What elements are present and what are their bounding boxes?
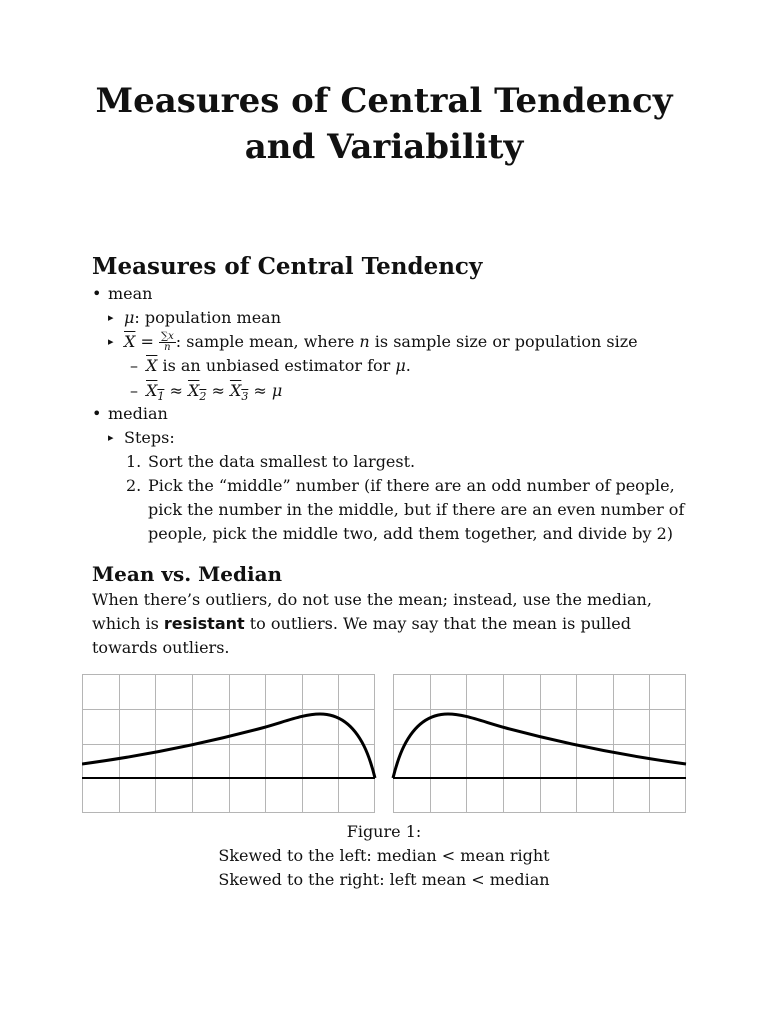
mean-label: mean (108, 284, 153, 303)
step-number-2: 2. (126, 476, 142, 495)
step-text-2: Pick the “middle” number (if there are an odd number of people, (148, 476, 675, 495)
step-text-2-line-2: pick the number in the middle, but if there are an even number of (148, 500, 685, 519)
title-line-1: Measures of Central Tendency (95, 81, 673, 121)
left-skew-curve (82, 714, 375, 778)
unbiased-text: is an unbiased estimator for (157, 356, 396, 375)
mu-text: : population mean (134, 308, 282, 327)
approx-mu: μ (271, 381, 283, 400)
sample-mean-text-a: : sample mean, where (175, 332, 360, 351)
mean-vs-median-paragraph (92, 588, 652, 660)
xbar-equals: = (135, 332, 159, 351)
left-skew-graph (82, 674, 375, 813)
list-item-median (108, 403, 168, 425)
step-item-1 (126, 451, 416, 473)
sample-size-n: n (359, 332, 370, 351)
list-item-steps (124, 427, 175, 449)
fraction-numerator: ∑x (160, 331, 174, 342)
figure-caption-right: Skewed to the right: left mean < median (218, 870, 550, 889)
list-item-sample-mean (124, 331, 638, 353)
skew-figure (82, 674, 688, 816)
unbiased-mu: μ (395, 356, 406, 375)
para-part-c: to outliers. We may say that the mean is pulled (244, 614, 631, 633)
approx-x3: $X_3$ (229, 381, 249, 404)
list-item-population-mean (124, 307, 281, 329)
approx-x2: $X_2$ (187, 381, 207, 404)
para-part-a: When there’s outliers, do not use the mean; instead, use the median, (92, 590, 652, 609)
mu-symbol: μ (124, 308, 135, 327)
step-number-1: 1. (126, 452, 142, 471)
right-graph-grid (393, 674, 686, 813)
sum-fraction (159, 332, 176, 353)
unbiased-xbar: $\overline{X}$ (146, 356, 158, 375)
step-item-2 (126, 475, 675, 497)
para-part-b: which is (92, 614, 164, 633)
steps-label: Steps: (124, 428, 175, 447)
median-label: median (108, 404, 168, 423)
left-graph-grid (82, 674, 375, 813)
approx-op-1: ≈ (164, 381, 188, 400)
para-part-d: towards outliers. (92, 638, 230, 657)
figure-caption-left: Skewed to the left: median < mean right (218, 846, 550, 865)
approx-op-3: ≈ (248, 381, 272, 400)
right-skew-curve (393, 714, 686, 778)
approx-x1: $X_1$ (146, 381, 165, 404)
grid-border (394, 675, 686, 813)
fraction-denominator: n (164, 342, 171, 353)
resistant-emphasis: resistant (163, 614, 245, 633)
section-heading-mean-vs-median: Mean vs. Median (92, 562, 283, 586)
grid-border (83, 675, 375, 813)
step-text-2-line-3: people, pick the middle two, add them together, and divide by 2) (148, 524, 673, 543)
list-item-mean (108, 283, 152, 305)
xbar-symbol: $\overline{X}$ (124, 332, 136, 351)
section-heading-central-tendency: Measures of Central Tendency (92, 253, 483, 280)
step-text-1: Sort the data smallest to largest. (148, 452, 416, 471)
page-title (0, 78, 768, 170)
sample-mean-text-b: is sample size or population size (369, 332, 638, 351)
title-line-2: and Variability (244, 127, 524, 167)
right-skew-graph (393, 674, 686, 813)
unbiased-end: . (405, 356, 411, 375)
list-item-unbiased (146, 355, 411, 377)
approx-op-2: ≈ (206, 381, 230, 400)
figure-caption-title: Figure 1: (346, 822, 422, 841)
